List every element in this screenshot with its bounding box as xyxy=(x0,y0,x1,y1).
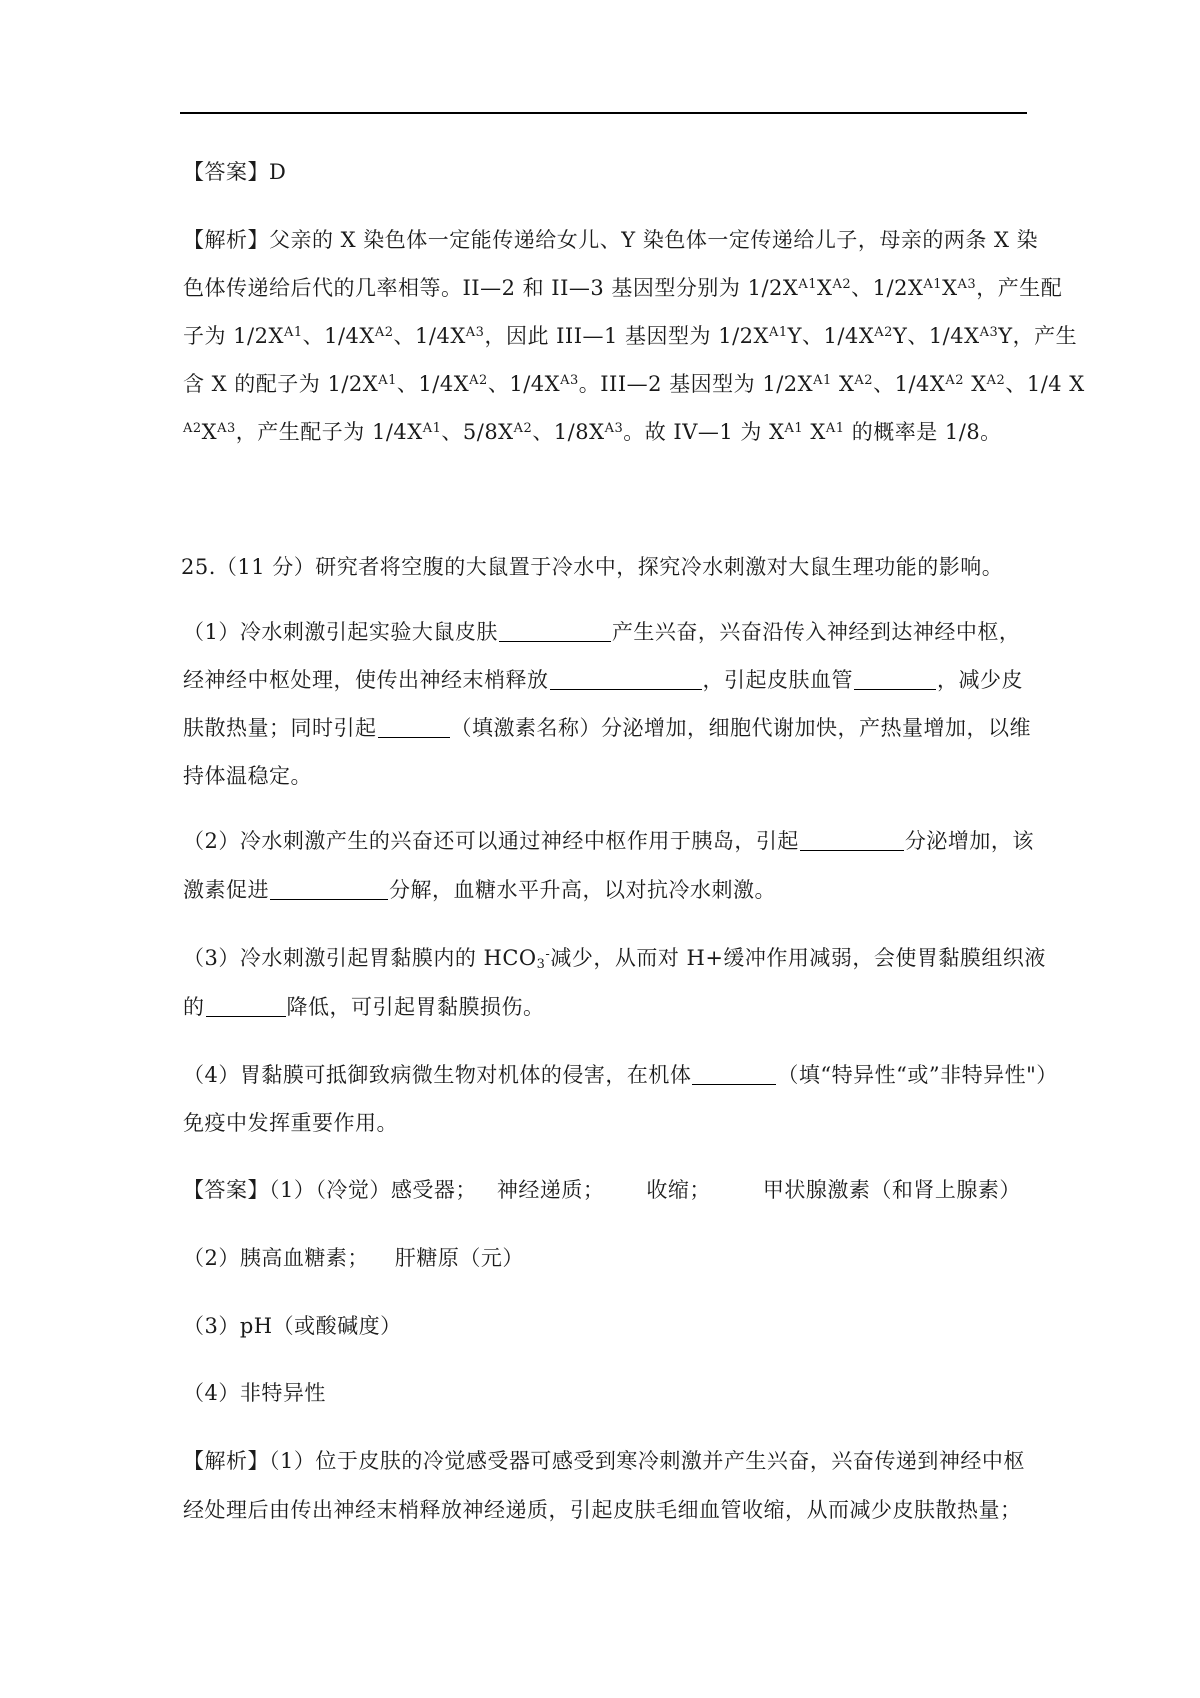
q24-analysis-line-5 xyxy=(183,418,1002,446)
q25-analysis-line-1 xyxy=(183,1447,1025,1475)
answer-label: 【答案】 xyxy=(183,1178,269,1202)
analysis-label: 【解析】 xyxy=(183,228,269,252)
q25-p1-line-4: 持体温稳定。 xyxy=(183,764,312,788)
allele-superscript: A1 xyxy=(422,421,442,436)
q25-p4-line-1 xyxy=(183,1061,1058,1089)
allele-superscript: A1 xyxy=(825,421,845,436)
question-text: （3）冷水刺激引起胃黏膜内的 HCO xyxy=(183,946,537,970)
question-text: （1）冷水刺激引起实验大鼠皮肤 xyxy=(183,620,498,644)
answer-text: 神经递质； xyxy=(496,1178,605,1202)
q24-analysis-line-3 xyxy=(183,322,1077,350)
answer-blank[interactable] xyxy=(206,996,286,1017)
allele-superscript: A3 xyxy=(979,325,999,340)
q25-p1-line-3 xyxy=(183,714,1031,742)
superscript: - xyxy=(545,947,551,962)
allele-superscript: A1 xyxy=(768,325,788,340)
analysis-text: 含 X 的配子为 $1/2X^{A1}$、$1/4X^{A2}$、$1/4X^{A3}$。III—2 基因型为 $1/2X^{A1}$ $X^{A2}$、$1/4X^{A2}$ $X^{A2}$、1/4 X xyxy=(183,372,1085,396)
q24-analysis-line-2 xyxy=(183,274,1062,302)
question-text: 经神经中枢处理，使传出神经末梢释放 xyxy=(183,668,549,692)
q25-p1-line-1 xyxy=(183,618,1020,646)
allele-superscript: A1 xyxy=(923,277,943,292)
question-text: 肤散热量；同时引起 xyxy=(183,716,377,740)
question-text: 激素促进 xyxy=(183,878,269,902)
allele-superscript: A3 xyxy=(217,421,236,436)
allele-superscript: A1 xyxy=(283,325,303,340)
analysis-text: 子为 $1/2X^{A1}$、$1/4X^{A2}$、$1/4X^{A3}$，因此 III—1 基因型为 $1/2X^{A1}Y$、$1/4X^{A2}Y$、$1/4X^{A3}Y$，产生 xyxy=(183,324,1078,348)
answer-text: （2）胰高血糖素； xyxy=(183,1246,369,1270)
q25-analysis-line-2: 经处理后由传出神经末梢释放神经递质，引起皮肤毛细血管收缩，从而减少皮肤散热量； xyxy=(183,1498,1022,1522)
q25-answer-line-2 xyxy=(183,1244,524,1272)
allele-superscript: A3 xyxy=(560,373,579,388)
analysis-text: （1）位于皮肤的冷觉感受器可感受到寒冷刺激并产生兴奋，兴奋传递到神经中枢 xyxy=(269,1449,1025,1473)
q25-p3-line-1 xyxy=(183,944,1046,972)
question-text: 分解，血糖水平升高，以对抗冷水刺激。 xyxy=(389,878,776,902)
header-rule xyxy=(180,112,1027,114)
allele-superscript: A2 xyxy=(945,373,965,388)
answer-text: 甲状腺激素（和肾上腺素） xyxy=(762,1178,1021,1202)
q25-p4-line-2: 免疫中发挥重要作用。 xyxy=(183,1111,398,1135)
allele-superscript: A1 xyxy=(784,421,804,436)
allele-superscript: A2 xyxy=(832,277,852,292)
q25-p2-line-2 xyxy=(183,876,776,904)
question-text: 降低，可引起胃黏膜损伤。 xyxy=(286,995,545,1019)
allele-superscript: A2 xyxy=(469,373,488,388)
q24-analysis-line-1 xyxy=(183,226,1038,254)
q25-p1-line-2 xyxy=(183,666,1023,694)
q25-answer-line-1 xyxy=(183,1176,1021,1204)
analysis-label: 【解析】 xyxy=(183,1449,269,1473)
question-text: 的 xyxy=(183,995,205,1019)
allele-superscript: A3 xyxy=(957,277,977,292)
subscript: 3 xyxy=(536,957,546,972)
question-text: （4）胃黏膜可抵御致病微生物对机体的侵害，在机体 xyxy=(183,1063,692,1087)
answer-text: 肝糖原（元） xyxy=(394,1246,524,1270)
q25-answer-line-4: （4）非特异性 xyxy=(183,1381,326,1405)
allele-superscript: A1 xyxy=(378,373,397,388)
answer-blank[interactable] xyxy=(692,1064,776,1085)
q24-answer xyxy=(183,158,286,186)
question-text: ，引起皮肤血管 xyxy=(702,668,853,692)
answer-blank[interactable] xyxy=(378,717,450,738)
allele-superscript: A1 xyxy=(813,373,832,388)
answer-blank[interactable] xyxy=(270,879,388,900)
allele-superscript: A2 xyxy=(986,373,1006,388)
allele-superscript: A2 xyxy=(374,325,394,340)
question-text: （2）冷水刺激产生的兴奋还可以通过神经中枢作用于胰岛，引起 xyxy=(183,829,799,853)
analysis-text: 父亲的 X 染色体一定能传递给女儿、Y 染色体一定传递给儿子，母亲的两条 X 染 xyxy=(269,228,1039,252)
allele-superscript: A2 xyxy=(874,325,893,340)
allele-superscript: A2 xyxy=(513,421,533,436)
q25-answer-line-3: （3）pH（或酸碱度） xyxy=(183,1314,402,1338)
allele-superscript: A2 xyxy=(183,421,202,436)
question-text: （填“特异性“或”非特异性"） xyxy=(777,1063,1058,1087)
question-text: 减少，从而对 H+缓冲作用减弱，会使胃黏膜组织液 xyxy=(550,946,1046,970)
analysis-text: 色体传递给后代的几率相等。II—2 和 II—3 基因型分别为 $1/2X^{A1}X^{A2}$、$1/2X^{A1}X^{A3}$，产生配 xyxy=(183,276,1063,300)
analysis-text: $^{A2}X^{A3}$，产生配子为 $1/4X^{A1}$、$5/8X^{A2}$、$1/8X^{A3}$。故 IV—1 为 $X^{A1}$ $X^{A1}$ 的概率是 1/8。 xyxy=(183,420,1002,444)
allele-superscript: A3 xyxy=(604,421,624,436)
answer-blank[interactable] xyxy=(854,669,936,690)
allele-superscript: A3 xyxy=(465,325,485,340)
q25-title: 25.（11 分）研究者将空腹的大鼠置于冷水中，探究冷水刺激对大鼠生理功能的影响。 xyxy=(181,555,1004,579)
answer-text: 收缩； xyxy=(646,1178,711,1202)
question-text: （填激素名称）分泌增加，细胞代谢加快，产热量增加，以维 xyxy=(450,716,1031,740)
answer-blank[interactable] xyxy=(550,669,702,690)
answer-label: 【答案】 xyxy=(183,160,269,184)
answer-text: （1）（冷觉）感受器； xyxy=(269,1178,477,1202)
answer-blank[interactable] xyxy=(800,830,904,851)
q24-analysis-line-4 xyxy=(183,370,1085,398)
answer-blank[interactable] xyxy=(499,621,611,642)
question-text: 产生兴奋，兴奋沿传入神经到达神经中枢， xyxy=(611,620,1021,644)
allele-superscript: A2 xyxy=(854,373,874,388)
answer-value: D xyxy=(269,160,287,184)
question-text: 分泌增加，该 xyxy=(904,829,1034,853)
q25-p3-line-2 xyxy=(183,993,545,1021)
q25-p2-line-1 xyxy=(183,827,1034,855)
allele-superscript: A1 xyxy=(798,277,818,292)
question-text: ，减少皮 xyxy=(937,668,1023,692)
